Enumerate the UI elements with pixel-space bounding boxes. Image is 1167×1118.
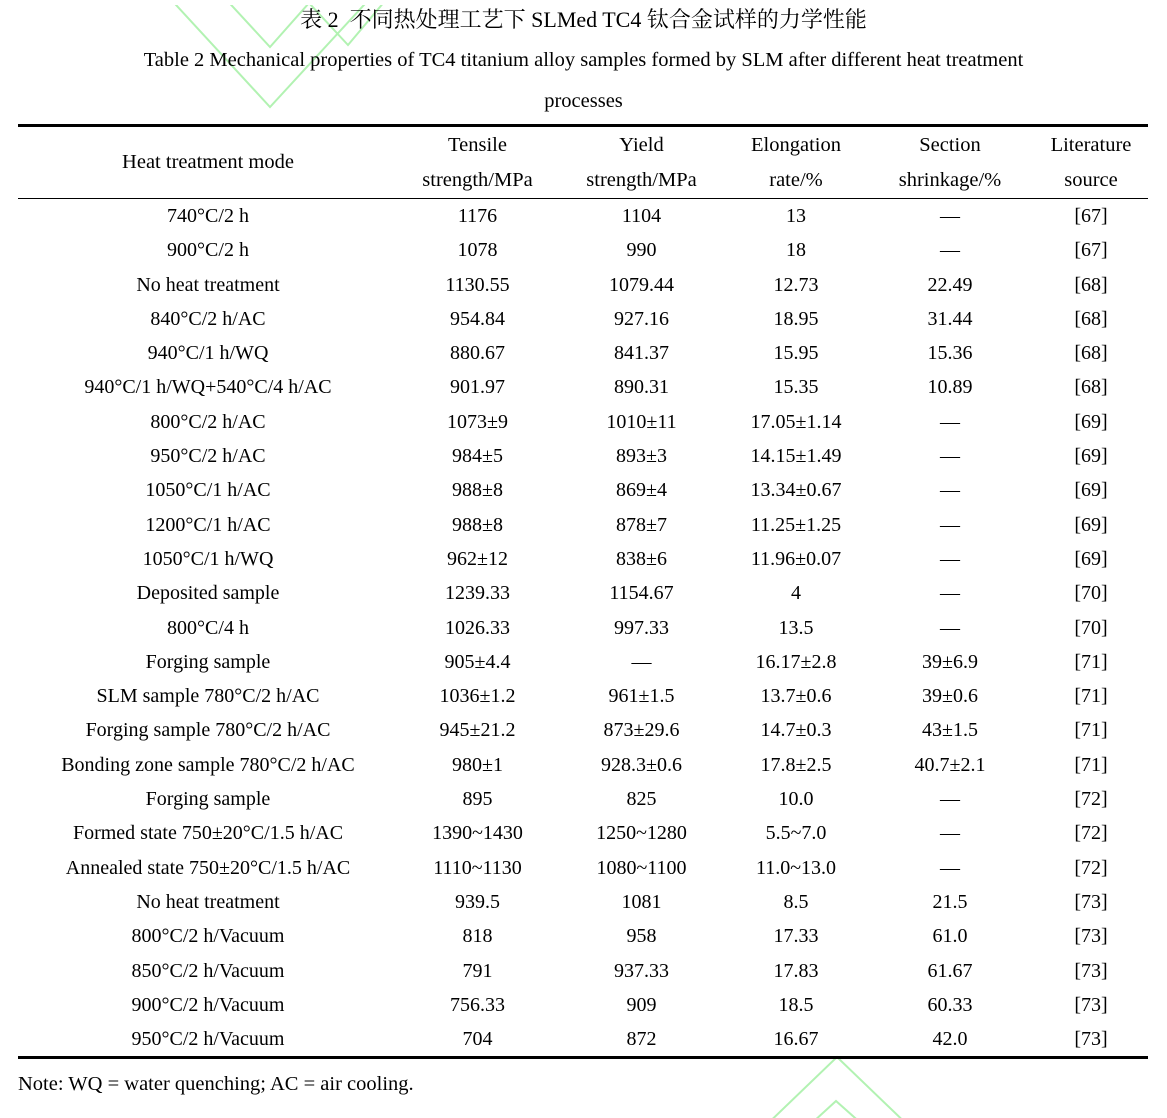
cell-heat-treatment-mode: 800°C/2 h/AC — [150, 410, 266, 433]
cell-tensile-strength: 988±8 — [452, 479, 503, 502]
cell-heat-treatment-mode: 850°C/2 h/Vacuum — [131, 959, 285, 982]
cell-literature-source: [73] — [1074, 993, 1108, 1016]
cell-yield-strength: 1104 — [621, 205, 662, 227]
header-label: rate/% — [769, 168, 823, 191]
cell-literature-source: [70] — [1074, 616, 1108, 639]
cell-heat-treatment-mode: Deposited sample — [136, 582, 280, 605]
cell-literature-source: [73] — [1074, 959, 1108, 982]
cell-tensile-strength: 905±4.4 — [444, 650, 511, 673]
cell-tensile-strength: 880.67 — [450, 342, 505, 365]
cell-section-shrinkage: — — [940, 616, 960, 639]
cell-literature-source: [72] — [1074, 822, 1108, 845]
cell-elongation-rate: 11.96±0.07 — [750, 547, 842, 570]
cell-yield-strength: 872 — [626, 1028, 657, 1051]
cell-literature-source: [70] — [1074, 582, 1108, 605]
cell-literature-source: [69] — [1074, 513, 1108, 536]
cell-yield-strength: 909 — [626, 993, 657, 1016]
cell-tensile-strength: 980±1 — [452, 753, 503, 776]
cell-yield-strength: 990 — [626, 239, 657, 262]
cell-section-shrinkage: 61.67 — [927, 959, 973, 982]
cell-tensile-strength: 1390~1430 — [432, 822, 523, 845]
cell-tensile-strength: 984±5 — [452, 445, 503, 468]
header-label: Literature — [1050, 133, 1132, 156]
cell-elongation-rate: 13.7±0.6 — [760, 685, 832, 708]
cell-yield-strength: 890.31 — [614, 376, 669, 399]
header-row — [18, 126, 1148, 199]
cell-literature-source: [69] — [1074, 547, 1108, 570]
cell-elongation-rate: 18.5 — [778, 993, 814, 1016]
cell-yield-strength: 893±3 — [616, 445, 667, 468]
cell-tensile-strength: 1176 — [457, 205, 498, 227]
cell-literature-source: [73] — [1074, 925, 1108, 948]
cell-section-shrinkage: — — [940, 239, 960, 262]
header-label: Tensile — [448, 133, 507, 156]
cell-tensile-strength: 1130.55 — [445, 273, 510, 296]
table-row — [18, 508, 1148, 542]
table-caption-english-line2: processes — [544, 90, 623, 112]
cell-heat-treatment-mode: 800°C/2 h/Vacuum — [131, 925, 285, 948]
table-row — [18, 885, 1148, 919]
column-header-heat-treatment-mode — [18, 126, 398, 199]
cell-yield-strength: 1080~1100 — [596, 856, 687, 879]
header-label: source — [1064, 168, 1118, 191]
cell-tensile-strength: 791 — [462, 959, 493, 982]
cell-heat-treatment-mode: 900°C/2 h — [167, 239, 249, 262]
table-row — [18, 954, 1148, 988]
mechanical-properties-table — [18, 124, 1148, 1059]
cell-yield-strength: 869±4 — [616, 479, 667, 502]
cell-section-shrinkage: 60.33 — [927, 993, 973, 1016]
cell-heat-treatment-mode: SLM sample 780°C/2 h/AC — [96, 685, 320, 708]
cell-yield-strength: 1079.44 — [609, 273, 674, 296]
cell-heat-treatment-mode: 1050°C/1 h/AC — [145, 479, 271, 502]
cell-literature-source: [68] — [1074, 342, 1108, 365]
cell-section-shrinkage: — — [940, 856, 960, 879]
cell-literature-source: [68] — [1074, 376, 1108, 399]
cell-yield-strength: 1010±11 — [606, 410, 677, 433]
cell-yield-strength: 1154.67 — [609, 582, 674, 605]
header-label: Section — [919, 133, 981, 156]
cell-elongation-rate: 18.95 — [773, 307, 819, 330]
table-header — [18, 126, 1148, 199]
cell-literature-source: [72] — [1074, 788, 1108, 811]
cell-yield-strength: 928.3±0.6 — [601, 753, 682, 776]
table-row — [18, 268, 1148, 302]
cell-heat-treatment-mode: 840°C/2 h/AC — [150, 307, 266, 330]
header-label: strength/MPa — [422, 168, 533, 191]
cell-heat-treatment-mode: Forging sample 780°C/2 h/AC — [85, 719, 331, 742]
table-caption-english-line1: Table 2 Mechanical properties of TC4 titanium alloy samples formed by SLM after different heat treatment — [143, 49, 1024, 71]
cell-elongation-rate: 14.7±0.3 — [760, 719, 832, 742]
header-label: Elongation — [751, 133, 841, 156]
table-row — [18, 473, 1148, 507]
cell-tensile-strength: 901.97 — [450, 376, 505, 399]
cell-literature-source: [71] — [1074, 753, 1108, 776]
cell-literature-source: [73] — [1074, 1028, 1108, 1051]
table-row — [18, 336, 1148, 370]
cell-heat-treatment-mode: 1050°C/1 h/WQ — [142, 547, 274, 570]
cell-elongation-rate: 13.5 — [778, 616, 814, 639]
cell-literature-source: [71] — [1074, 650, 1108, 673]
cell-heat-treatment-mode: 950°C/2 h/AC — [150, 445, 266, 468]
cell-section-shrinkage: 40.7±2.1 — [914, 753, 986, 776]
table-row — [18, 645, 1148, 679]
cell-literature-source: [68] — [1074, 273, 1108, 296]
cell-elongation-rate: 17.8±2.5 — [760, 753, 832, 776]
cell-section-shrinkage: — — [940, 445, 960, 468]
cell-tensile-strength: 945±21.2 — [439, 719, 516, 742]
table-row — [18, 782, 1148, 816]
cell-section-shrinkage: 43±1.5 — [922, 719, 978, 742]
paper-page — [0, 5, 1167, 1118]
table-row — [18, 713, 1148, 747]
cell-tensile-strength: 1110~1130 — [433, 856, 522, 879]
cell-elongation-rate: 5.5~7.0 — [765, 822, 827, 845]
cell-yield-strength: 997.33 — [614, 616, 669, 639]
cell-heat-treatment-mode: 950°C/2 h/Vacuum — [131, 1028, 285, 1051]
cell-elongation-rate: 16.17±2.8 — [755, 650, 837, 673]
cell-section-shrinkage: — — [940, 822, 960, 845]
cell-heat-treatment-mode: Formed state 750±20°C/1.5 h/AC — [72, 822, 344, 845]
cell-literature-source: [68] — [1074, 307, 1108, 330]
cell-heat-treatment-mode: 900°C/2 h/Vacuum — [131, 993, 285, 1016]
table-body — [18, 199, 1148, 1058]
cell-elongation-rate: 8.5 — [783, 890, 809, 913]
table-row — [18, 576, 1148, 610]
cell-section-shrinkage: 10.89 — [927, 376, 973, 399]
cell-tensile-strength: 954.84 — [450, 307, 505, 330]
table-row — [18, 919, 1148, 953]
cell-tensile-strength: 1078 — [457, 239, 498, 262]
header-label: shrinkage/% — [898, 168, 1002, 191]
cell-yield-strength: 841.37 — [614, 342, 669, 365]
cell-section-shrinkage: — — [940, 547, 960, 570]
cell-yield-strength: 937.33 — [614, 959, 669, 982]
column-header-section-shrinkage — [866, 126, 1034, 199]
cell-heat-treatment-mode: 800°C/4 h — [167, 616, 249, 639]
cell-elongation-rate: 15.95 — [773, 342, 819, 365]
cell-elongation-rate: 13.34±0.67 — [750, 479, 842, 502]
cell-elongation-rate: 16.67 — [773, 1028, 819, 1051]
cell-heat-treatment-mode: 1200°C/1 h/AC — [145, 513, 271, 536]
table-row — [18, 816, 1148, 850]
cell-section-shrinkage: 21.5 — [932, 890, 968, 913]
cell-section-shrinkage: — — [940, 788, 960, 811]
table-row — [18, 988, 1148, 1022]
cell-literature-source: [73] — [1074, 890, 1108, 913]
cell-tensile-strength: 1036±1.2 — [439, 685, 516, 708]
cell-section-shrinkage: 61.0 — [932, 925, 968, 948]
cell-tensile-strength: 1239.33 — [445, 582, 510, 605]
cell-elongation-rate: 14.15±1.49 — [750, 445, 842, 468]
cell-tensile-strength: 895 — [462, 788, 493, 811]
column-header-yield-strength — [557, 126, 726, 199]
table-note: Note: WQ = water quenching; AC = air cooling. — [18, 1073, 414, 1096]
cell-section-shrinkage: 31.44 — [927, 307, 973, 330]
cell-yield-strength: 878±7 — [616, 513, 667, 536]
cell-yield-strength: 961±1.5 — [608, 685, 675, 708]
cell-section-shrinkage: 39±0.6 — [922, 685, 978, 708]
cell-heat-treatment-mode: 740°C/2 h — [167, 205, 249, 227]
cell-literature-source: [71] — [1074, 685, 1108, 708]
cell-tensile-strength: 1073±9 — [447, 410, 508, 433]
cell-tensile-strength: 704 — [462, 1028, 493, 1051]
cell-tensile-strength: 939.5 — [455, 890, 500, 913]
cell-elongation-rate: 17.05±1.14 — [750, 410, 842, 433]
cell-heat-treatment-mode: 940°C/1 h/WQ — [147, 342, 269, 365]
cell-elongation-rate: 12.73 — [773, 273, 819, 296]
cell-yield-strength: 838±6 — [616, 547, 667, 570]
table-row — [18, 679, 1148, 713]
cell-section-shrinkage: — — [940, 410, 960, 433]
watermark-chevron-bottom-inner — [801, 1101, 872, 1118]
cell-yield-strength: 1250~1280 — [596, 822, 687, 845]
cell-section-shrinkage: — — [940, 582, 960, 605]
cell-yield-strength: 873±29.6 — [603, 719, 680, 742]
table-row — [18, 199, 1148, 234]
cell-section-shrinkage: 42.0 — [932, 1028, 968, 1051]
cell-yield-strength: 1081 — [621, 890, 662, 913]
cell-heat-treatment-mode: 940°C/1 h/WQ+540°C/4 h/AC — [84, 376, 332, 399]
header-label: Yield — [619, 133, 664, 156]
cell-elongation-rate: 11.25±1.25 — [750, 513, 842, 536]
cell-heat-treatment-mode: Bonding zone sample 780°C/2 h/AC — [61, 753, 355, 776]
table-row — [18, 439, 1148, 473]
cell-literature-source: [72] — [1074, 856, 1108, 879]
cell-section-shrinkage: 22.49 — [927, 273, 973, 296]
cell-yield-strength: 927.16 — [614, 307, 669, 330]
column-header-elongation-rate — [726, 126, 866, 199]
cell-section-shrinkage: 39±6.9 — [922, 650, 978, 673]
cell-literature-source: [69] — [1074, 445, 1108, 468]
cell-elongation-rate: 17.83 — [773, 959, 819, 982]
cell-literature-source: [71] — [1074, 719, 1108, 742]
cell-elongation-rate: 15.35 — [773, 376, 819, 399]
cell-yield-strength: 825 — [626, 788, 657, 811]
cell-heat-treatment-mode: No heat treatment — [136, 890, 280, 913]
cell-yield-strength: 958 — [626, 925, 657, 948]
cell-elongation-rate: 10.0 — [778, 788, 814, 811]
header-label: Heat treatment mode — [122, 151, 294, 173]
table-row — [18, 405, 1148, 439]
cell-heat-treatment-mode: No heat treatment — [136, 273, 280, 296]
cell-heat-treatment-mode: Forging sample — [145, 650, 271, 673]
cell-section-shrinkage: — — [940, 205, 960, 227]
cell-yield-strength: — — [631, 650, 652, 673]
cell-section-shrinkage: — — [940, 513, 960, 536]
table-row — [18, 542, 1148, 576]
cell-elongation-rate: 18 — [786, 239, 806, 262]
cell-tensile-strength: 962±12 — [447, 547, 508, 570]
cell-heat-treatment-mode: Annealed state 750±20°C/1.5 h/AC — [65, 856, 351, 879]
cell-section-shrinkage: 15.36 — [927, 342, 973, 365]
cell-literature-source: [67] — [1074, 205, 1108, 227]
column-header-literature-source — [1034, 126, 1148, 199]
cell-heat-treatment-mode: Forging sample — [145, 788, 271, 811]
cell-elongation-rate: 13 — [786, 205, 806, 227]
cell-section-shrinkage: — — [940, 479, 960, 502]
table-title-chinese: 表 2 不同热处理工艺下 SLMed TC4 钛合金试样的力学性能 — [300, 7, 867, 32]
cell-tensile-strength: 1026.33 — [445, 616, 510, 639]
cell-tensile-strength: 818 — [462, 925, 493, 948]
table-row — [18, 851, 1148, 885]
header-label: strength/MPa — [586, 168, 697, 191]
table-row — [18, 302, 1148, 336]
table-row — [18, 1022, 1148, 1058]
table-row — [18, 233, 1148, 267]
table-row — [18, 611, 1148, 645]
cell-tensile-strength: 756.33 — [450, 993, 505, 1016]
cell-elongation-rate: 11.0~13.0 — [755, 856, 837, 879]
cell-elongation-rate: 4 — [791, 582, 801, 605]
cell-elongation-rate: 17.33 — [773, 925, 819, 948]
cell-literature-source: [69] — [1074, 410, 1108, 433]
cell-tensile-strength: 988±8 — [452, 513, 503, 536]
cell-literature-source: [67] — [1074, 239, 1108, 262]
table-row — [18, 370, 1148, 404]
table-row — [18, 748, 1148, 782]
cell-literature-source: [69] — [1074, 479, 1108, 502]
column-header-tensile-strength — [398, 126, 557, 199]
